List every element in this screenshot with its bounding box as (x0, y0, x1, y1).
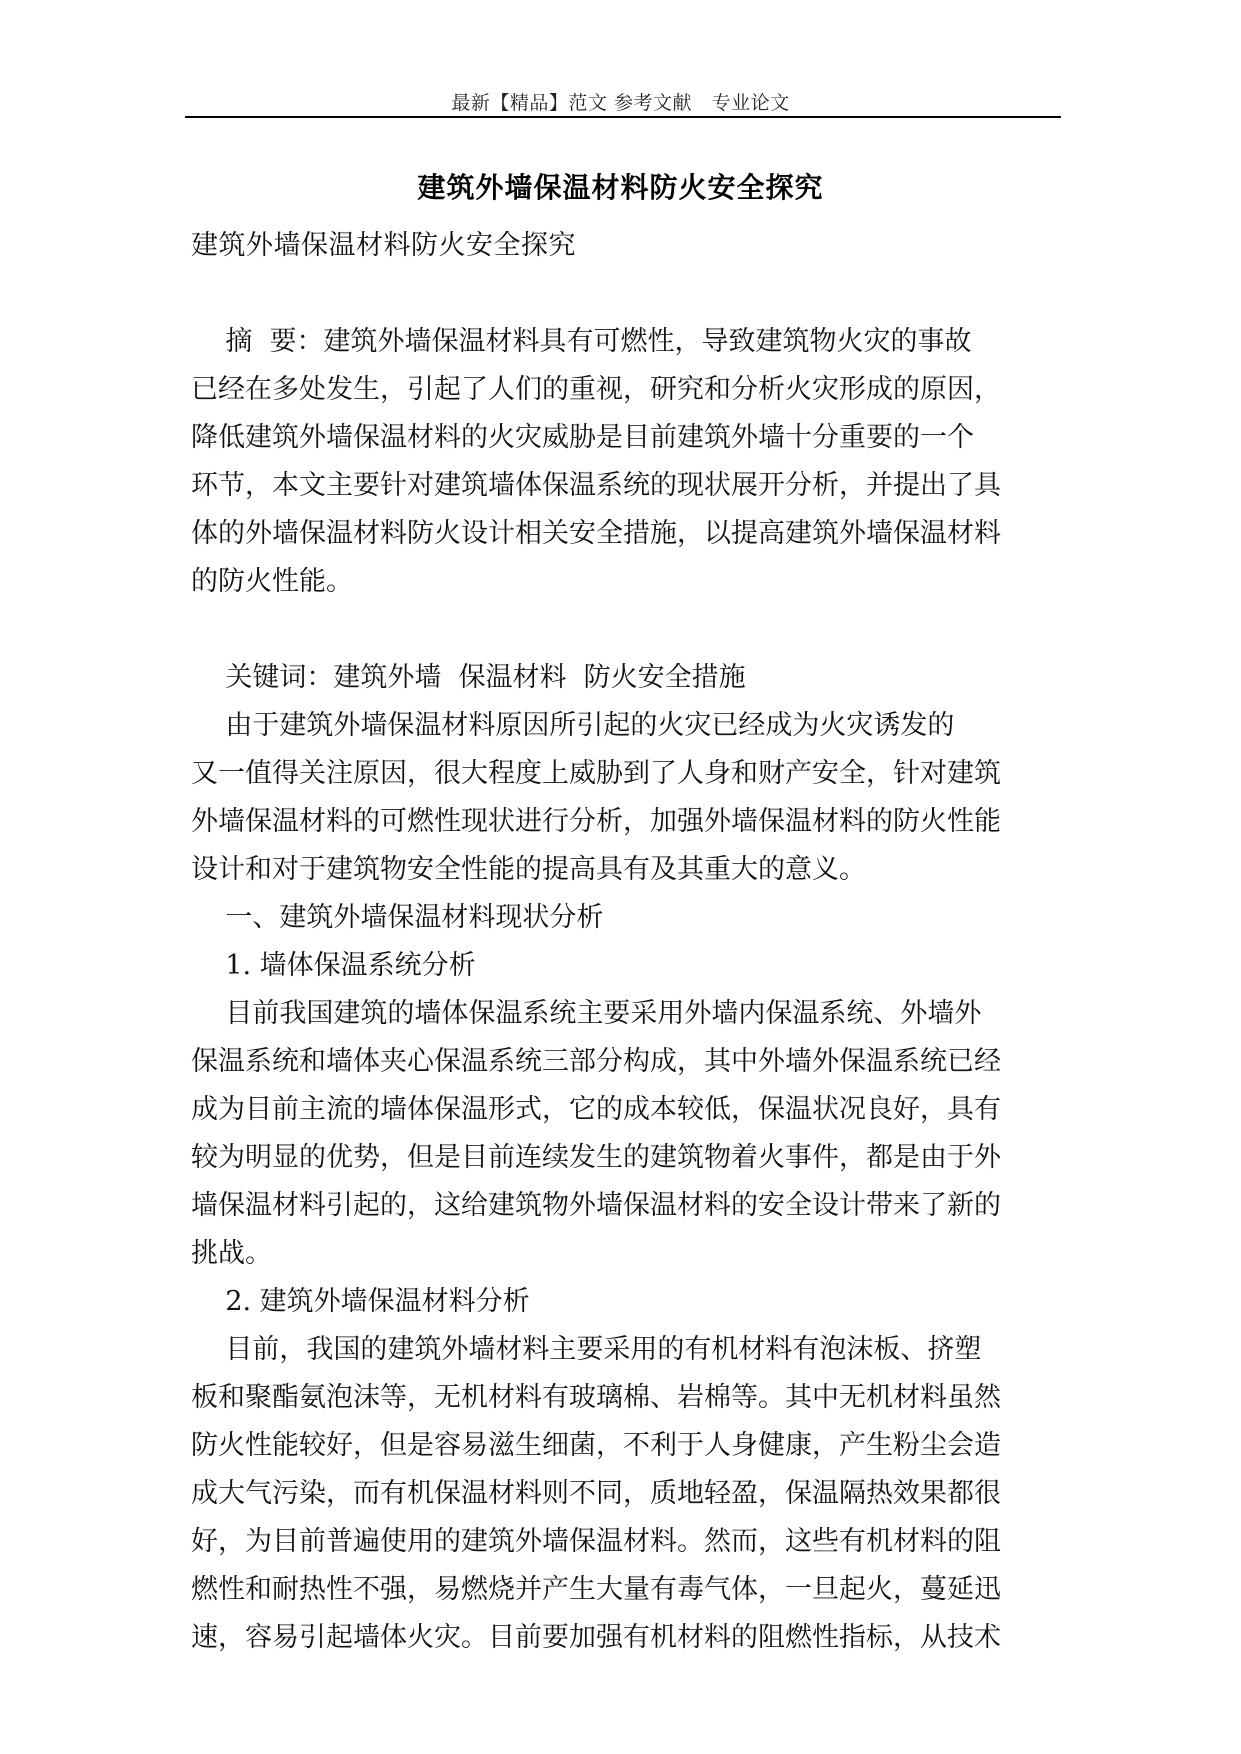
blank-line (191, 270, 1061, 318)
intro-line: 设计和对于建筑物安全性能的提高具有及其重大的意义。 (191, 854, 866, 885)
abstract-paragraph (191, 318, 1061, 606)
paragraph-line: 成为目前主流的墙体保温形式，它的成本较低，保温状况良好，具有 (191, 1094, 1001, 1125)
paragraph-line: 墙保温材料引起的，这给建筑物外墙保温材料的安全设计带来了新的 (191, 1190, 1001, 1221)
running-header: 最新【精品】范文 参考文献 专业论文 (451, 92, 790, 114)
paragraph-line: 较为明显的优势，但是目前连续发生的建筑物着火事件，都是由于外 (191, 1142, 1001, 1173)
subsection-heading: 1. 墙体保温系统分析 (191, 950, 476, 981)
document-subtitle: 建筑外墙保温材料防火安全探究 (191, 230, 576, 261)
paragraph-line: 板和聚酯氨泡沫等，无机材料有玻璃棉、岩棉等。其中无机材料虽然 (191, 1382, 1001, 1413)
document-title: 建筑外墙保温材料防火安全探究 (417, 171, 824, 204)
subsection-2-paragraph (191, 1326, 1061, 1662)
paragraph-line: 保温系统和墙体夹心保温系统三部分构成，其中外墙外保温系统已经 (191, 1046, 1001, 1077)
blank-line (191, 606, 1061, 654)
intro-line: 又一值得关注原因，很大程度上威胁到了人身和财产安全，针对建筑 (191, 758, 1001, 789)
abstract-line: 的防火性能。 (191, 566, 353, 597)
intro-line: 由于建筑外墙保温材料原因所引起的火灾已经成为火灾诱发的 (191, 710, 955, 741)
subsection-heading: 2. 建筑外墙保温材料分析 (191, 1286, 530, 1317)
intro-paragraph (191, 702, 1061, 894)
section-heading: 一、建筑外墙保温材料现状分析 (191, 902, 604, 933)
subsection-1-paragraph (191, 990, 1061, 1278)
paragraph-line: 目前，我国的建筑外墙材料主要采用的有机材料有泡沫板、挤塑 (191, 1334, 982, 1365)
abstract-line: 摘 要：建筑外墙保温材料具有可燃性，导致建筑物火灾的事故 (191, 326, 972, 357)
paragraph-line: 好，为目前普遍使用的建筑外墙保温材料。然而，这些有机材料的阻 (191, 1526, 1001, 1557)
keywords-line: 关键词：建筑外墙 保温材料 防火安全措施 (191, 662, 746, 693)
paragraph-line: 防火性能较好，但是容易滋生细菌，不利于人身健康，产生粉尘会造 (191, 1430, 1001, 1461)
intro-line: 外墙保温材料的可燃性现状进行分析，加强外墙保温材料的防火性能 (191, 806, 1001, 837)
paragraph-line: 成大气污染，而有机保温材料则不同，质地轻盈，保温隔热效果都很 (191, 1478, 1001, 1509)
abstract-line: 已经在多处发生，引起了人们的重视，研究和分析火灾形成的原因， (191, 374, 1001, 405)
paragraph-line: 目前我国建筑的墙体保温系统主要采用外墙内保温系统、外墙外 (191, 998, 982, 1029)
document-body (191, 222, 1061, 1662)
abstract-line: 体的外墙保温材料防火设计相关安全措施，以提高建筑外墙保温材料 (191, 518, 1001, 549)
paragraph-line: 速，容易引起墙体火灾。目前要加强有机材料的阻燃性指标，从技术 (191, 1622, 1001, 1653)
abstract-line: 环节，本文主要针对建筑墙体保温系统的现状展开分析，并提出了具 (191, 470, 1001, 501)
paragraph-line: 挑战。 (191, 1238, 272, 1269)
paragraph-line: 燃性和耐热性不强，易燃烧并产生大量有毒气体，一旦起火，蔓延迅 (191, 1574, 1001, 1605)
header-divider (185, 116, 1061, 118)
abstract-line: 降低建筑外墙保温材料的火灾威胁是目前建筑外墙十分重要的一个 (191, 422, 974, 453)
